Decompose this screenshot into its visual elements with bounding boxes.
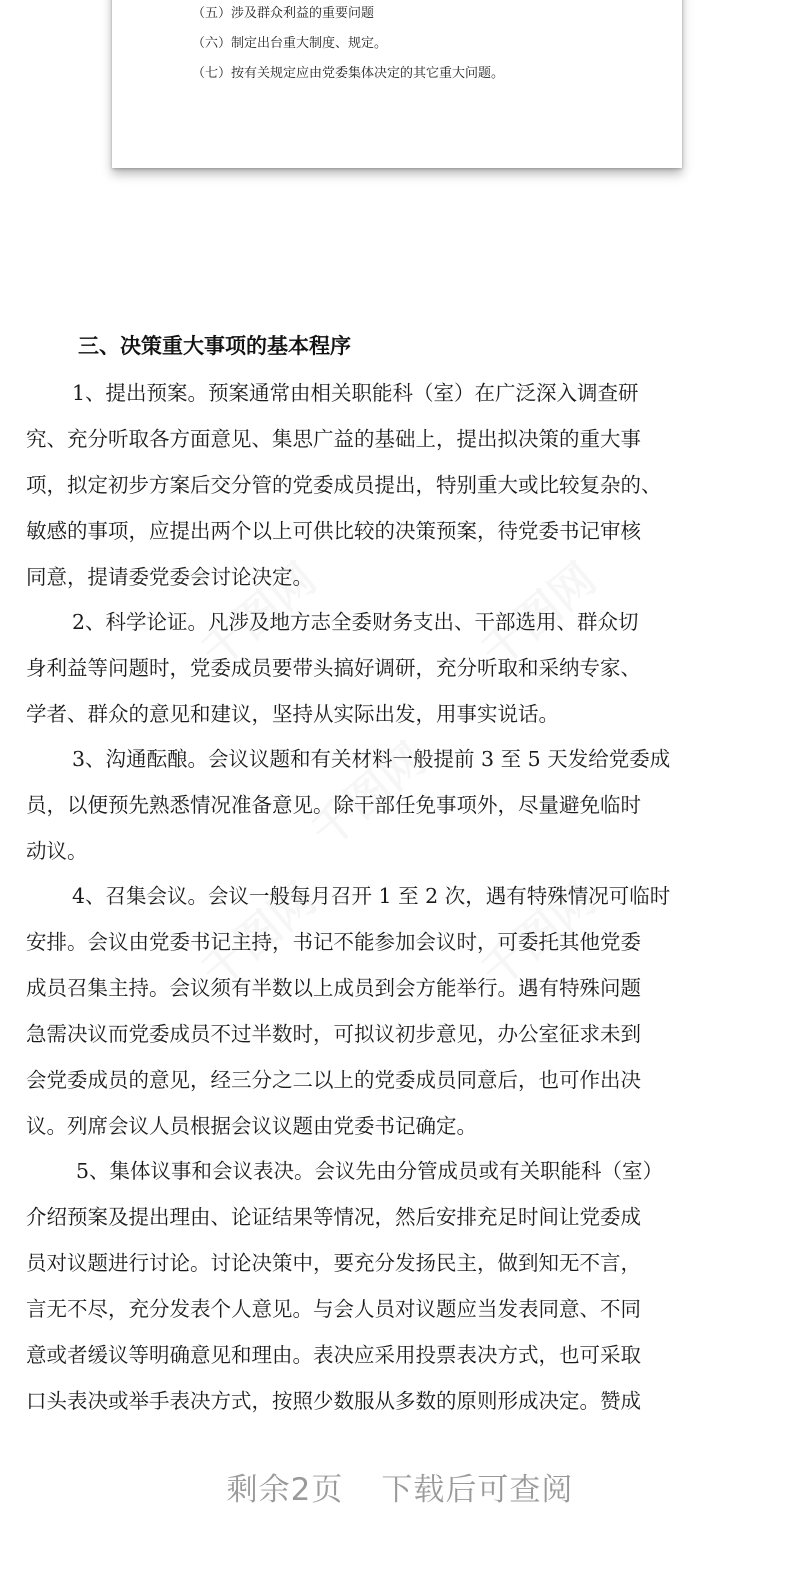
paragraph-line: 究、充分听取各方面意见、集思广益的基础上，提出拟决策的重大事: [26, 427, 641, 451]
card-list-item: （七）按有关规定应由党委集体决定的其它重大问题。: [192, 66, 505, 81]
paragraph-4: [26, 873, 766, 1149]
paragraph-line: 5、集体议事和会议表决。会议先由分管成员或有关职能科（室）: [76, 1159, 664, 1183]
paragraph-line: 员对议题进行讨论。讨论决策中，要充分发扬民主，做到知无不言，: [26, 1251, 641, 1275]
document-page-preview: [112, 0, 682, 168]
paragraph-5: [26, 1148, 766, 1424]
paragraph-2: [26, 599, 766, 737]
paragraph-line: 敏感的事项，应提出两个以上可供比较的决策预案，待党委书记审核: [26, 519, 641, 543]
paragraph-line: 动议。: [26, 839, 88, 863]
paragraph-line: 学者、群众的意见和建议，坚持从实际出发，用事实说话。: [26, 702, 559, 726]
paragraph-line: 急需决议而党委成员不过半数时，可拟议初步意见，办公室征求未到: [26, 1022, 641, 1046]
section-heading: 三、决策重大事项的基本程序: [78, 334, 351, 358]
paragraph-line: 3、沟通酝酿。会议议题和有关材料一般提前 3 至 5 天发给党委成: [72, 747, 671, 771]
card-list-item: （六）制定出台重大制度、规定。: [192, 36, 388, 51]
paragraph-line: 同意，提请委党委会讨论决定。: [26, 565, 313, 589]
paragraph-line: 口头表决或举手表决方式，按照少数服从多数的原则形成决定。赞成: [26, 1389, 641, 1413]
paragraph-line: 介绍预案及提出理由、论证结果等情况，然后安排充足时间让党委成: [26, 1205, 641, 1229]
paragraph-line: 会党委成员的意见，经三分之二以上的党委成员同意后，也可作出决: [26, 1068, 641, 1092]
paragraph-line: 身利益等问题时，党委成员要带头搞好调研，充分听取和采纳专家、: [26, 656, 641, 680]
paragraph-1: [26, 370, 766, 600]
paragraph-line: 言无不尽，充分发表个人意见。与会人员对议题应当发表同意、不同: [26, 1297, 641, 1321]
paragraph-line: 议。列席会议人员根据会议议题由党委书记确定。: [26, 1114, 477, 1138]
paragraph-3: [26, 736, 766, 874]
paragraph-line: 意或者缓议等明确意见和理由。表决应采用投票表决方式，也可采取: [26, 1343, 641, 1367]
paragraph-line: 4、召集会议。会议一般每月召开 1 至 2 次，遇有特殊情况可临时: [72, 884, 671, 908]
paragraph-line: 安排。会议由党委书记主持，书记不能参加会议时，可委托其他党委: [26, 930, 641, 954]
download-prompt[interactable]: [0, 1466, 800, 1514]
card-list-item: （五）涉及群众利益的重要问题: [192, 6, 375, 21]
paragraph-line: 成员召集主持。会议须有半数以上成员到会方能举行。遇有特殊问题: [26, 976, 641, 1000]
paragraph-line: 2、科学论证。凡涉及地方志全委财务支出、干部选用、群众切: [72, 610, 639, 634]
paragraph-line: 1、提出预案。预案通常由相关职能科（室）在广泛深入调查研: [72, 381, 639, 405]
paragraph-line: 员，以便预先熟悉情况准备意见。除干部任免事项外，尽量避免临时: [26, 793, 641, 817]
paragraph-line: 项，拟定初步方案后交分管的党委成员提出，特别重大或比较复杂的、: [26, 473, 662, 497]
download-to-view-link[interactable]: 下载后可查阅: [381, 1472, 574, 1508]
remaining-pages-label: 剩余2页: [226, 1472, 344, 1508]
